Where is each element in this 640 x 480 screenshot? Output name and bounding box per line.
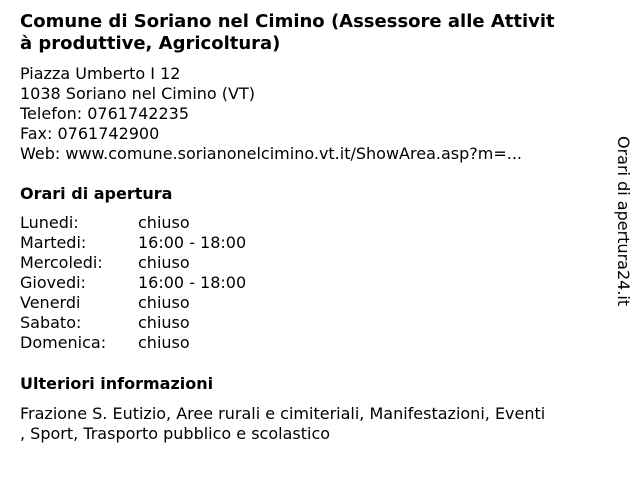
phone-number: Telefon: 0761742235 [20, 104, 190, 123]
contact-block [20, 64, 522, 164]
opening-hours-heading: Orari di apertura [20, 184, 173, 203]
day-label: Sabato: [20, 313, 82, 332]
page-title: Comune di Soriano nel Cimino (Assessore alle Attivit à produttive, Agricoltura) [20, 11, 555, 54]
day-label: Lunedi: [20, 213, 79, 232]
hours-row-thursday [20, 273, 246, 293]
day-label: Mercoledi: [20, 253, 103, 272]
hours-row-tuesday [20, 233, 246, 253]
address-street: Piazza Umberto I 12 [20, 64, 181, 83]
hours-value: chiuso [138, 213, 190, 232]
hours-row-friday [20, 293, 246, 313]
hours-row-wednesday [20, 253, 246, 273]
day-label: Venerdi [20, 293, 81, 312]
address-city: 1038 Soriano nel Cimino (VT) [20, 84, 255, 103]
opening-hours-table [20, 213, 246, 353]
day-label: Giovedi: [20, 273, 86, 292]
hours-row-sunday [20, 333, 246, 353]
hours-row-saturday [20, 313, 246, 333]
hours-value: 16:00 - 18:00 [138, 273, 247, 292]
fax-number: Fax: 0761742900 [20, 124, 160, 143]
day-label: Domenica: [20, 333, 107, 352]
hours-value: chiuso [138, 313, 190, 332]
hours-value: 16:00 - 18:00 [138, 233, 247, 252]
additional-info-heading: Ulteriori informazioni [20, 374, 214, 393]
hours-value: chiuso [138, 333, 190, 352]
additional-info-text: Frazione S. Eutizio, Aree rurali e cimiteriali, Manifestazioni, Eventi , Sport, Trasporto pubblico e scolastico [20, 404, 546, 443]
hours-row-monday [20, 213, 246, 233]
hours-value: chiuso [138, 253, 190, 272]
hours-value: chiuso [138, 293, 190, 312]
website-link[interactable]: Web: www.comune.sorianonelcimino.vt.it/ShowArea.asp?m=... [20, 144, 522, 163]
site-watermark: Orari di apertura24.it [614, 136, 633, 307]
day-label: Martedi: [20, 233, 87, 252]
